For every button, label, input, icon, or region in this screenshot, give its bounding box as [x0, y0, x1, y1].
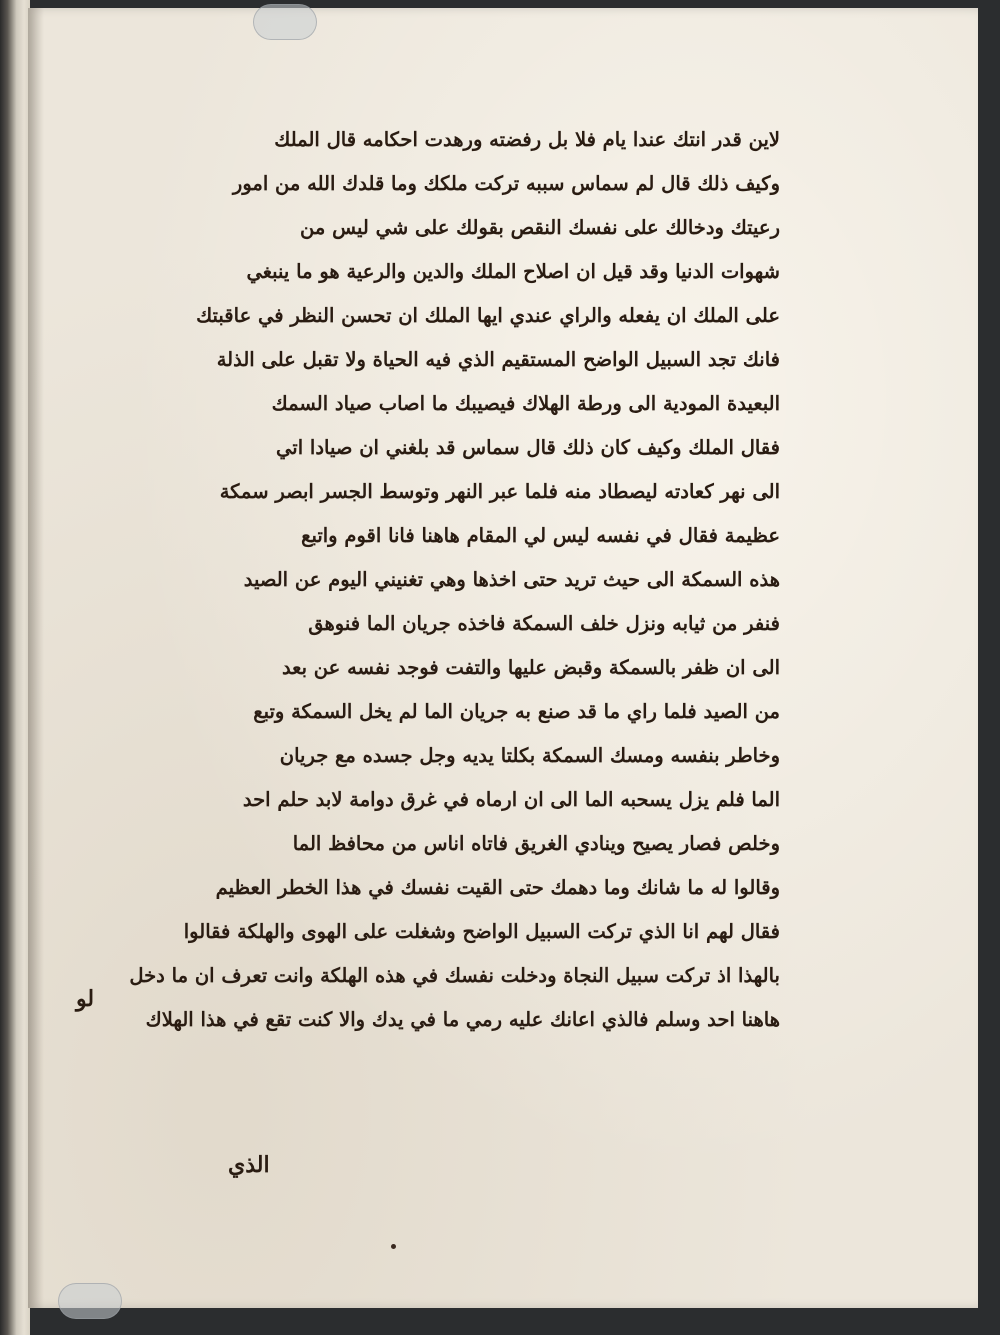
text-line: البعيدة المودية الى ورطة الهلاك فيصيبك ما اصاب صياد السمك — [271, 392, 780, 415]
page-clip-top — [253, 4, 317, 40]
text-line: على الملك ان يفعله والراي عندي ايها الملك ان تحسن النظر في عاقبتك — [196, 304, 780, 327]
text-line: وقالوا له ما شانك وما دهمك حتى القيت نفسك في هذا الخطر العظيم — [215, 876, 780, 899]
text-line: الى ان ظفر بالسمكة وقبض عليها والتفت فوجد نفسه عن بعد — [281, 656, 780, 679]
text-line: فقال الملك وكيف كان ذلك قال سماس قد بلغني ان صيادا اتي — [276, 436, 780, 459]
text-line: بالهذا اذ تركت سبيل النجاة ودخلت نفسك في هذه الهلكة وانت تعرف ان ما دخل — [129, 964, 780, 987]
text-line: وخلص فصار يصيح وينادي الغريق فاتاه اناس من محافظ الما — [292, 832, 780, 855]
text-line: عظيمة فقال في نفسه ليس لي المقام هاهنا فانا اقوم واتبع — [301, 524, 780, 547]
text-line: وخاطر بنفسه ومسك السمكة بكلتا يديه وجل جسده مع جريان — [279, 744, 780, 767]
text-line: فنفر من ثيابه ونزل خلف السمكة فاخذه جريان الما فنوهق — [308, 612, 780, 635]
text-line: فانك تجد السبيل الواضح المستقيم الذي فيه الحياة ولا تقبل على الذلة — [216, 348, 780, 371]
text-line: الى نهر كعادته ليصطاد منه فلما عبر النهر وتوسط الجسر ابصر سمكة — [219, 480, 780, 503]
margin-note: لو — [76, 986, 95, 1012]
ink-dot — [391, 1244, 396, 1249]
text-line: فقال لهم انا الذي تركت السبيل الواضح وشغلت على الهوى والهلكة فقالوا — [183, 920, 780, 943]
text-line: هذه السمكة الى حيث تريد حتى اخذها وهي تغنيني اليوم عن الصيد — [243, 568, 780, 591]
text-line: وكيف ذلك قال لم سماس سببه تركت ملكك وما قلدك الله من امور — [232, 172, 780, 195]
facing-page-edge — [0, 0, 30, 1335]
text-line: شهوات الدنيا وقد قيل ان اصلاح الملك والدين والرعية هو ما ينبغي — [246, 260, 780, 283]
text-line: رعيتك ودخالك على نفسك النقص بقولك على شي ليس من — [300, 216, 780, 239]
manuscript-text-block — [80, 118, 780, 1042]
page-gutter-shadow — [28, 8, 44, 1308]
catchword: الذي — [228, 1152, 270, 1178]
text-line: هاهنا احد وسلم فالذي اعانك عليه رمي ما في يدك والا كنت تقع في هذا الهلاك — [145, 1008, 780, 1031]
text-line: لاين قدر انتك عندا يام فلا بل رفضته ورهدت احكامه قال الملك — [274, 128, 780, 151]
page-clip-bottom — [58, 1283, 122, 1319]
text-line: من الصيد فلما راي ما قد صنع به جريان الما لم يخل السمكة وتبع — [253, 700, 780, 723]
text-line: الما فلم يزل يسحبه الما الى ان ارماه في غرق دوامة لابد حلم احد — [242, 788, 780, 811]
